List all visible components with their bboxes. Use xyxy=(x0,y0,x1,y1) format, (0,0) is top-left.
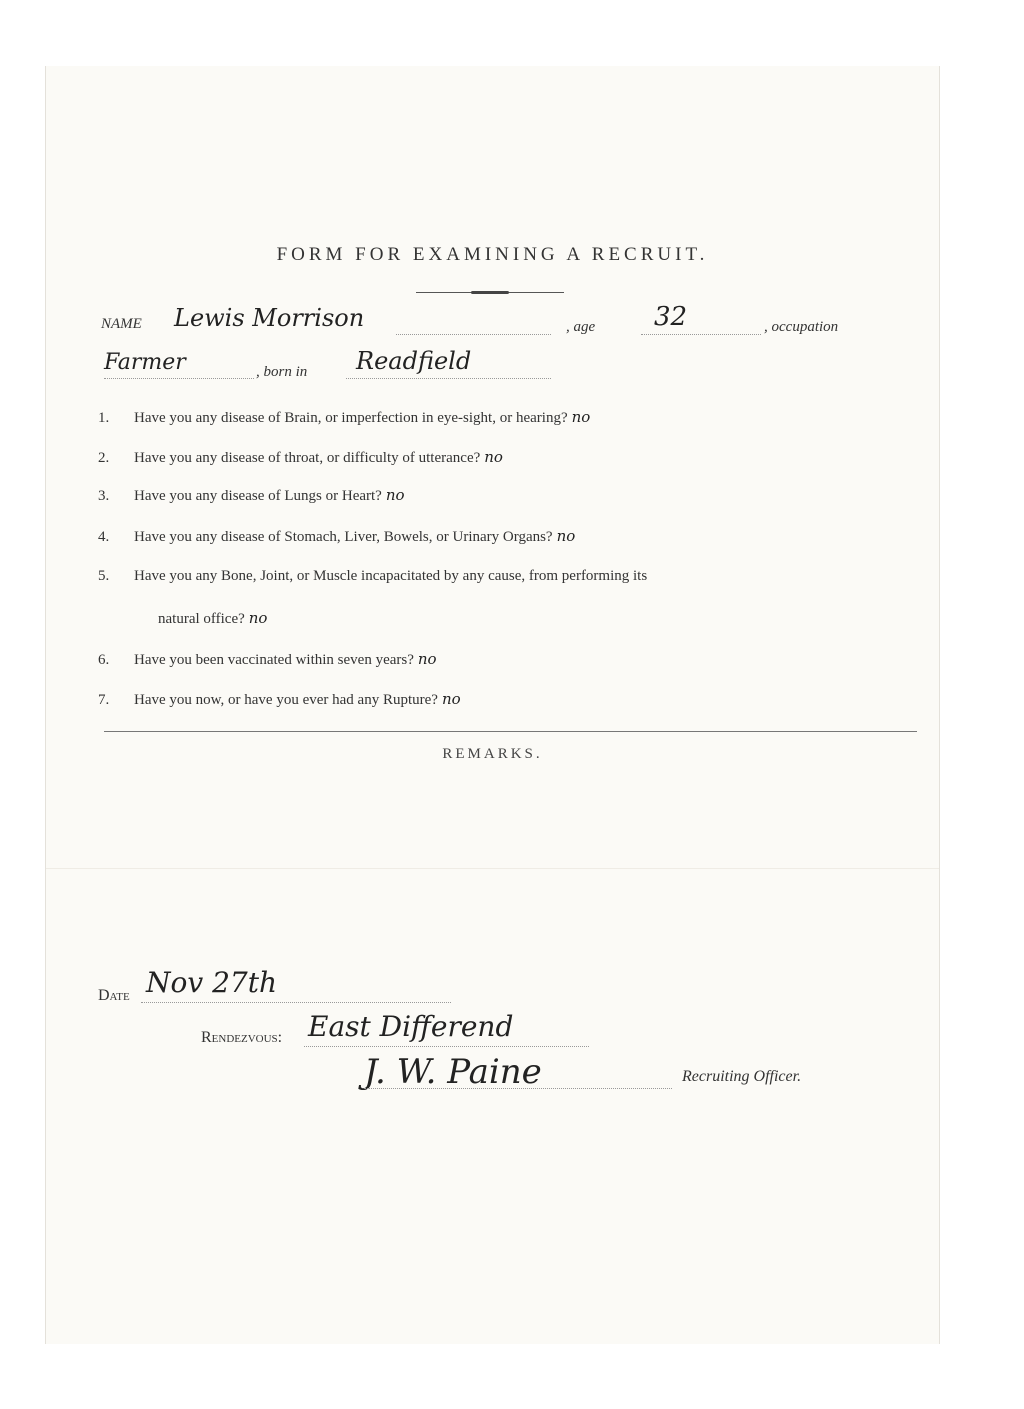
question-number: 6. xyxy=(98,652,110,668)
question-6 xyxy=(98,650,437,669)
occupation-dots xyxy=(104,378,254,379)
age-dots xyxy=(641,334,761,335)
question-text: Have you any disease of Brain, or imperfection in eye-sight, or hearing? xyxy=(134,410,568,426)
section-divider xyxy=(104,731,917,732)
paper-fold xyxy=(46,868,939,869)
date-label: Date xyxy=(98,987,130,1004)
question-number: 4. xyxy=(98,529,110,545)
question-number: 2. xyxy=(98,450,110,466)
question-7 xyxy=(98,690,461,709)
name-value: Lewis Morrison xyxy=(174,304,365,332)
question-2 xyxy=(98,448,503,467)
question-1 xyxy=(98,408,590,427)
question-number: 3. xyxy=(98,488,110,504)
rendezvous-dots xyxy=(304,1046,589,1047)
question-number: 1. xyxy=(98,410,110,426)
born-label: , born in xyxy=(256,364,308,380)
born-value: Readfield xyxy=(356,347,472,375)
form-sheet xyxy=(45,66,940,1344)
question-answer: no xyxy=(385,486,405,504)
question-text: Have you any disease of Lungs or Heart? xyxy=(134,488,382,504)
name-dots xyxy=(396,334,551,335)
officer-signature: J. W. Paine xyxy=(364,1052,542,1092)
question-4 xyxy=(98,527,575,546)
date-value: Nov 27th xyxy=(146,966,277,999)
rendezvous-label: Rendezvous: xyxy=(201,1029,283,1046)
question-answer: no xyxy=(484,448,503,466)
question-number: 7. xyxy=(98,692,110,708)
question-5 xyxy=(98,568,647,585)
title-ornament xyxy=(416,290,564,296)
signature-dots xyxy=(364,1088,672,1089)
question-3 xyxy=(98,486,405,505)
occupation-label: , occupation xyxy=(764,319,839,335)
question-answer: no xyxy=(417,650,437,668)
question-answer: no xyxy=(441,690,461,708)
form-title: FORM FOR EXAMINING A RECRUIT. xyxy=(276,244,709,265)
remarks-heading: REMARKS. xyxy=(442,746,543,762)
rendezvous-value: East Differend xyxy=(308,1010,514,1043)
age-value: 32 xyxy=(654,302,688,332)
date-dots xyxy=(141,1002,451,1003)
question-text: Have you now, or have you ever had any Rupture? xyxy=(134,692,438,708)
name-label: NAME xyxy=(101,316,142,332)
question-text: Have you any Bone, Joint, or Muscle incapacitated by any cause, from performing its xyxy=(134,568,648,584)
question-answer: no xyxy=(571,408,591,426)
question-number: 5. xyxy=(98,568,110,584)
question-text: Have you been vaccinated within seven years? xyxy=(134,652,414,668)
question-text: Have you any disease of Stomach, Liver, Bowels, or Urinary Organs? xyxy=(134,529,553,545)
occupation-value: Farmer xyxy=(104,350,186,375)
question-5-continued xyxy=(158,609,267,628)
recruiting-officer-label: Recruiting Officer. xyxy=(682,1068,802,1085)
question-text: natural office? xyxy=(158,611,245,627)
question-answer: no xyxy=(556,527,576,545)
born-dots xyxy=(346,378,551,379)
question-answer: no xyxy=(248,609,268,627)
question-text: Have you any disease of throat, or difficulty of utterance? xyxy=(134,450,481,466)
age-label: , age xyxy=(566,319,596,335)
